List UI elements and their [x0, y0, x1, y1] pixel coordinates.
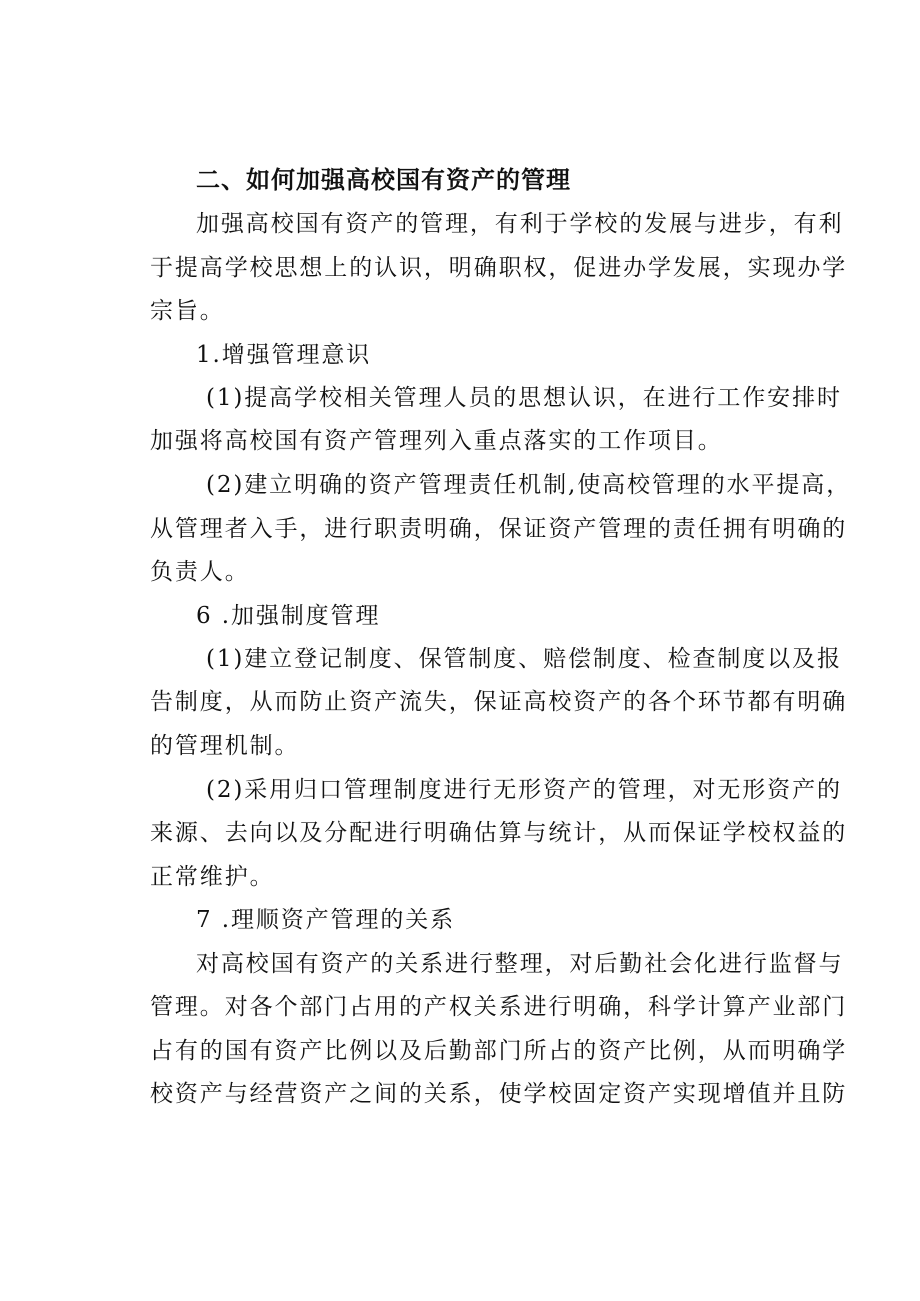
item-1-2-line-3: 负责人。: [150, 559, 250, 585]
para-7-line-1: 对高校国有资产的关系进行整理，对后勤社会化进行监督与: [196, 951, 844, 977]
intro-line-2: 于提高学校思想上的认识，明确职权，促进办学发展，实现办学: [150, 255, 848, 281]
item-6-1-line-1: (1)建立登记制度、保管制度、赔偿制度、检查制度以及报: [206, 646, 842, 672]
item-6-1-line-3: 的管理机制。: [150, 733, 300, 759]
item-1-1-line-1: (1)提高学校相关管理人员的思想认识，在进行工作安排时: [206, 385, 842, 411]
subsection-title-1: 1.增强管理意识: [196, 342, 372, 368]
intro-line-3: 宗旨。: [150, 298, 225, 324]
item-1-1-line-2: 加强将高校国有资产管理列入重点落实的工作项目。: [150, 428, 723, 454]
item-6-2-line-1: (2)采用归口管理制度进行无形资产的管理，对无形资产的: [206, 777, 842, 803]
para-7-line-3: 占有的国有资产比例以及后勤部门所占的资产比例，从而明确学: [150, 1038, 848, 1064]
item-6-1-line-2: 告制度，从而防止资产流失，保证高校资产的各个环节都有明确: [150, 689, 848, 715]
subsection-title-7: 7 .理顺资产管理的关系: [196, 907, 456, 933]
para-7-line-4: 校资产与经营资产之间的关系，使学校固定资产实现增值并且防: [150, 1081, 848, 1107]
intro-line-1: 加强高校国有资产的管理，有利于学校的发展与进步，有利: [196, 211, 844, 237]
item-6-2-line-2: 来源、去向以及分配进行明确估算与统计，从而保证学校权益的: [150, 820, 848, 846]
item-1-2-line-1: (2)建立明确的资产管理责任机制,使高校管理的水平提高，: [206, 472, 852, 498]
subsection-title-6: 6 .加强制度管理: [196, 603, 381, 629]
item-6-2-line-3: 正常维护。: [150, 864, 275, 890]
item-1-2-line-2: 从管理者入手，进行职责明确，保证资产管理的责任拥有明确的: [150, 516, 848, 542]
para-7-line-2: 管理。对各个部门占用的产权关系进行明确，科学计算产业部门: [150, 994, 848, 1020]
section-heading: 二、如何加强高校国有资产的管理: [196, 166, 571, 194]
